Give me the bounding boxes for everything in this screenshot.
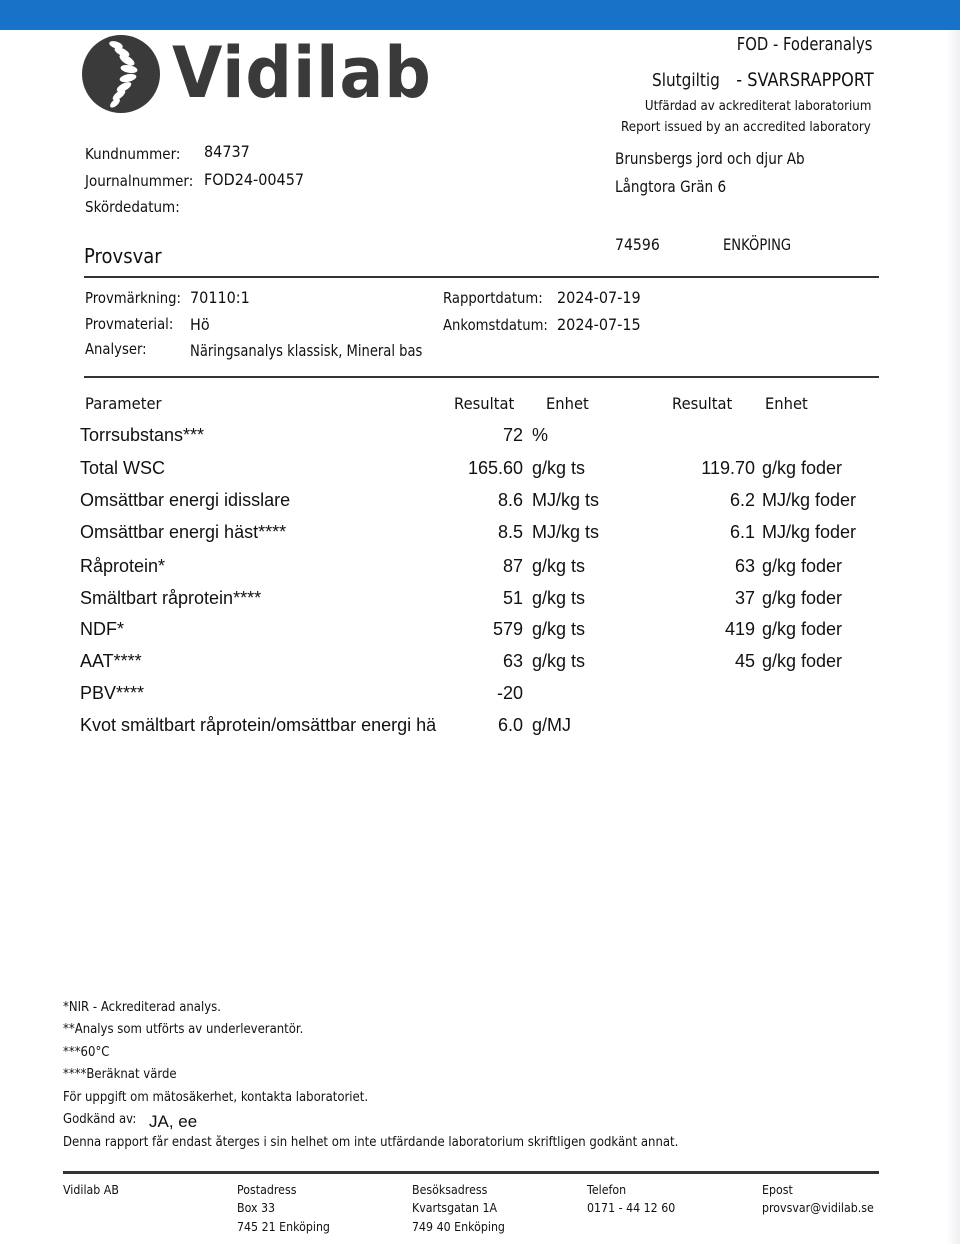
page-edge-shadow [946,30,960,1244]
rapportdatum-label: Rapportdatum: [443,289,543,307]
header-enhet-1: Enhet [546,394,589,413]
row-unit-2: g/kg foder [762,458,843,478]
footer-company: Vidilab AB [63,1183,119,1197]
row-unit-1: MJ/kg ts [532,522,600,542]
approved-value: JA, ee [149,1112,198,1131]
journalnummer-value: FOD24-00457 [204,170,305,189]
provmarkning-value: 70110:1 [190,288,250,307]
accredited-sv: Utfärdad av ackrediterat laboratorium [644,98,871,114]
header-resultat-1: Resultat [454,394,515,413]
top-bar [0,0,960,30]
accredited-en: Report issued by an accredited laboratory [621,119,871,135]
row-value-2: 37 [734,588,755,608]
row-unit-2: MJ/kg foder [762,490,857,510]
row-unit-2: g/kg foder [762,619,843,639]
ankomstdatum-label: Ankomstdatum: [443,316,548,334]
divider [84,276,879,278]
row-unit-1: g/kg ts [532,556,586,576]
report-status: Slutgiltig [652,70,720,91]
row-unit-2: g/kg foder [762,651,843,671]
row-unit-1: g/kg ts [532,458,586,478]
footer-email[interactable]: provsvar@vidilab.se [762,1201,874,1215]
footer-divider [63,1171,879,1174]
row-unit-1: g/kg ts [532,651,586,671]
header-resultat-2: Resultat [672,394,733,413]
report-type: FOD - Foderanalys [736,34,872,55]
footer-post-line1: Box 33 [237,1201,276,1215]
note-temperature: ***60°C [63,1045,110,1060]
row-value-2: 45 [734,651,755,671]
note-calculated: ****Beräknat värde [63,1067,177,1082]
row-param: Torrsubstans*** [80,425,205,445]
row-value-1: 165.60 [467,458,523,478]
row-param: Omsättbar energi häst**** [80,522,287,542]
brand-name: Vidilab [172,32,432,114]
row-unit-1: g/kg ts [532,619,586,639]
footer-visit-label: Besöksadress [412,1183,488,1197]
provmarkning-label: Provmärkning: [85,289,182,307]
vidilab-logo-icon [82,35,160,113]
header-parameter: Parameter [85,394,162,413]
row-unit-1: g/kg ts [532,588,586,608]
row-param: Kvot smältbart råprotein/omsättbar energi hä [80,715,437,735]
row-value-1: 63 [502,651,523,671]
row-param: Omsättbar energi idisslare [80,490,291,510]
row-value-2: 63 [734,556,755,576]
footer-visit-line1: Kvartsgatan 1A [412,1201,498,1215]
row-unit-1: % [532,425,549,445]
row-param: Total WSC [80,458,166,478]
customer-postcode: 74596 [615,235,660,254]
footer-phone-label: Telefon [587,1183,627,1197]
row-param: Råprotein* [80,556,166,576]
row-value-1: 8.6 [497,490,523,510]
row-value-2: 419 [724,619,755,639]
provmaterial-label: Provmaterial: [85,315,174,333]
row-value-1: 87 [502,556,523,576]
row-value-2: 119.70 [701,458,755,478]
row-param: Smältbart råprotein**** [80,588,262,608]
note-nir: *NIR - Ackrediterad analys. [63,1000,221,1015]
note-reproduction: Denna rapport får endast återges i sin helhet om inte utfärdande laboratorium skriftligen godkänt annat. [63,1135,679,1150]
row-value-1: 72 [502,425,523,445]
note-subcontractor: **Analys som utförts av underleverantör. [63,1022,304,1037]
row-value-1: 579 [492,619,523,639]
analyser-value: Näringsanalys klassisk, Mineral bas [190,341,423,360]
customer-name: Brunsbergs jord och djur Ab [615,149,805,168]
footer-post-label: Postadress [237,1183,297,1197]
row-value-1: 51 [502,588,523,608]
row-value-2: 6.2 [729,490,755,510]
kundnummer-label: Kundnummer: [85,145,181,163]
footer-phone: 0171 - 44 12 60 [587,1201,676,1215]
report-title: - SVARSRAPPORT [736,69,874,91]
customer-city: ENKÖPING [723,235,792,254]
analyser-label: Analyser: [85,340,147,358]
footer-post-line2: 745 21 Enköping [237,1220,330,1234]
kundnummer-value: 84737 [204,142,250,161]
row-unit-2: MJ/kg foder [762,522,857,542]
divider [84,376,879,378]
row-value-1: 8.5 [497,522,523,542]
customer-street: Långtora Grän 6 [615,177,727,196]
row-unit-2: g/kg foder [762,588,843,608]
row-value-1: 6.0 [497,715,523,735]
ankomstdatum-value: 2024-07-15 [557,315,641,334]
row-value-1: -20 [496,683,523,703]
provmaterial-value: Hö [190,315,210,334]
approved-label: Godkänd av: [63,1112,137,1127]
row-param: AAT**** [80,651,142,671]
section-title: Provsvar [84,244,162,268]
row-unit-1: MJ/kg ts [532,490,600,510]
header-enhet-2: Enhet [765,394,808,413]
rapportdatum-value: 2024-07-19 [557,288,641,307]
footer-visit-line2: 749 40 Enköping [412,1220,505,1234]
row-param: PBV**** [80,683,145,703]
row-unit-2: g/kg foder [762,556,843,576]
row-param: NDF* [80,619,124,639]
skordedatum-label: Skördedatum: [85,198,180,216]
note-uncertainty: För uppgift om mätosäkerhet, kontakta laboratoriet. [63,1090,369,1105]
row-unit-1: g/MJ [532,715,572,735]
footer-email-label: Epost [762,1183,793,1197]
journalnummer-label: Journalnummer: [85,172,194,190]
row-value-2: 6.1 [729,522,755,542]
